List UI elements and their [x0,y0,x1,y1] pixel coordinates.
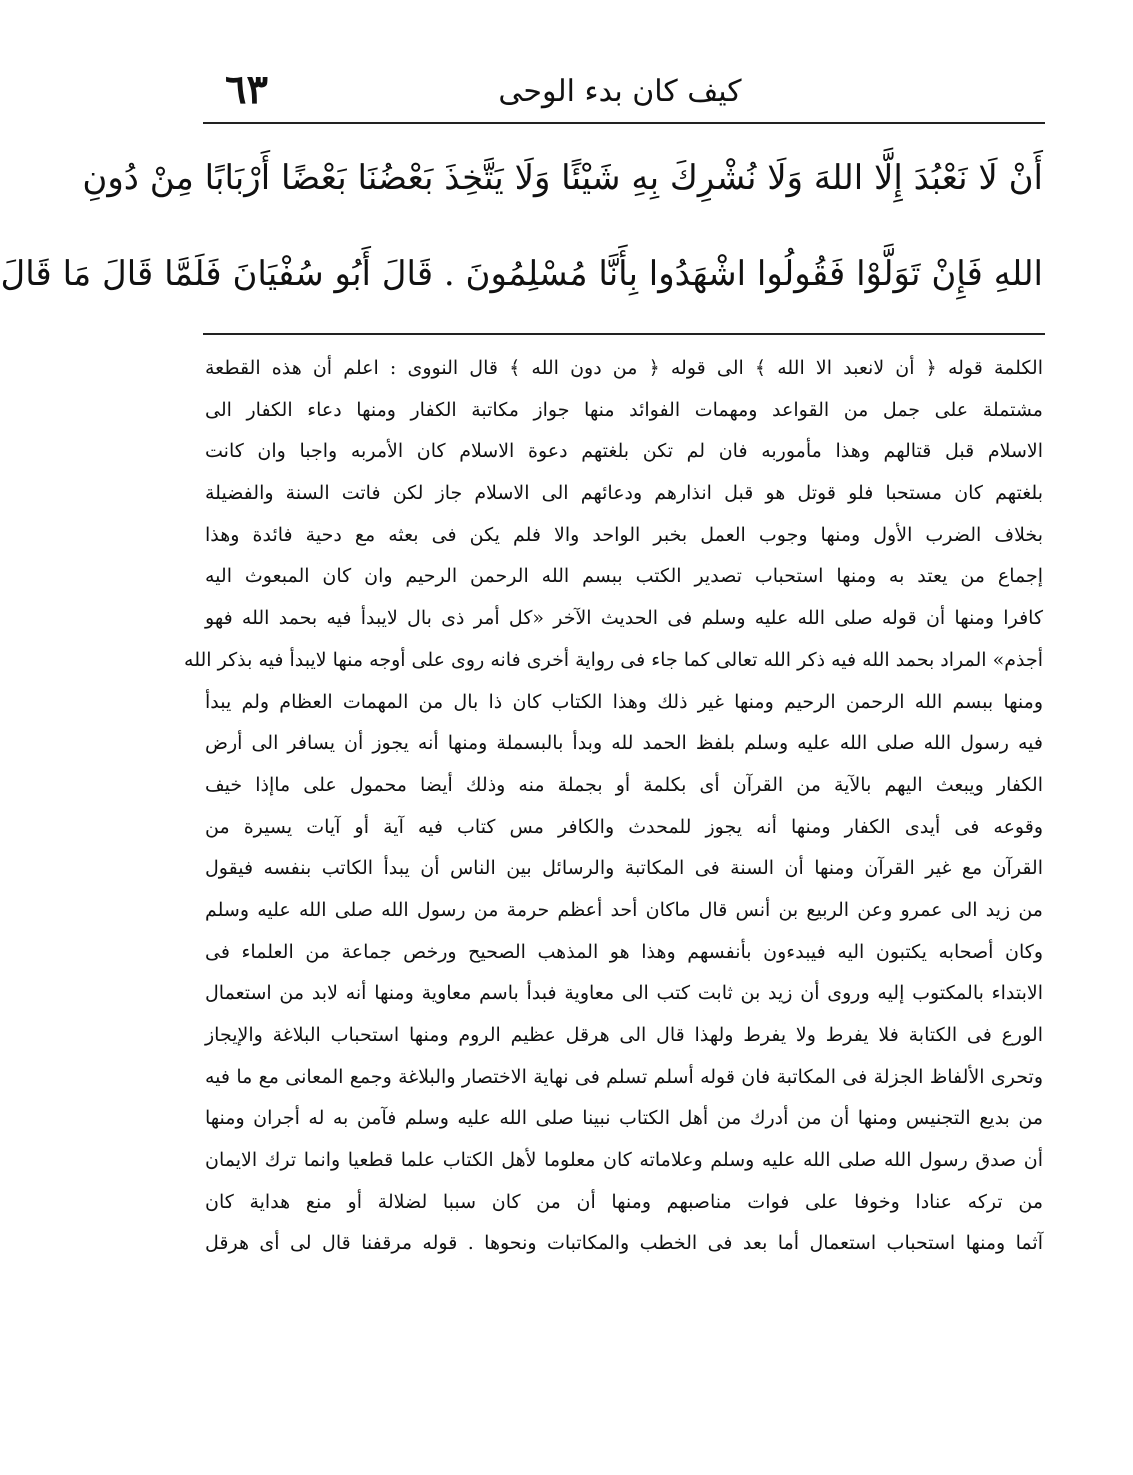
commentary-line: إجماع من يعتد به ومنها استحباب تصدير الكتب ببسم الله الرحمن الرحيم وان كان المبعوث اليه [205,565,1043,588]
commentary-line: الاسلام قبل قتالهم وهذا مأموربه فان لم تكن بلغتهم دعوة الاسلام كان الأمربه واجبا وان كانت [205,440,1043,463]
commentary-line: وتحرى الألفاظ الجزلة فى المكاتبة فان قوله أسلم تسلم فى نهاية الاختصار والبلاغة وجمع المعانى مع ما فيه [205,1065,1043,1088]
commentary-line: كافرا ومنها أن قوله صلى الله عليه وسلم فى الحديث الآخر «كل أمر ذى بال لايبدأ فيه بحمد الله فهو [205,607,1043,630]
commentary-line: مشتملة على جمل من القواعد ومهمات الفوائد منها جواز مكاتبة الكفار ومنها دعاء الكفار الى [205,398,1043,421]
commentary-line: بخلاف الضرب الأول ومنها وجوب العمل بخبر الواحد والا فلم يكن فى بعثه مع دحية فائدة وهذا [205,523,1043,546]
quran-line-2: اللهِ فَإِنْ تَوَلَّوْا فَقُولُوا اشْهَدُوا بِأَنَّا مُسْلِمُونَ . قَالَ أَبُو سُفْيَانَ فَلَمَّا قَالَ مَا قَالَ [0,254,1043,294]
commentary-line: من بديع التجنيس ومنها أن من أدرك من أهل الكتاب نبينا صلى الله عليه وسلم فآمن به له أجران ومنها [205,1107,1043,1130]
commentary-line: أجذم» المراد بحمد الله فيه ذكر الله تعالى كما جاء فى رواية أخرى فانه روى على أوجه منها لايبدأ فيه بذكر الله [184,648,1043,671]
quran-line-1: أَنْ لَا نَعْبُدَ إِلَّا اللهَ وَلَا نُشْرِكَ بِهِ شَيْئًا وَلَا يَتَّخِذَ بَعْضُنَا بَعْضًا أَرْبَابًا مِنْ دُونِ [82,158,1043,198]
commentary-line: من تركه عنادا وخوفا على فوات مناصبهم ومنها أن من كان سببا لضلالة أو منع هداية كان [205,1190,1043,1213]
header-divider [203,122,1045,124]
commentary-line: وقوعه فى أيدى الكفار ومنها أنه يجوز للمحدث والكافر مس كتاب فيه آية أو آيات يسيرة من [205,815,1043,838]
commentary-line: من زيد الى عمرو وعن الربيع بن أنس قال ماكان أحد أعظم حرمة من رسول الله صلى الله عليه وسلم [205,898,1043,921]
quran-text-block [0,130,1043,322]
commentary-line: ومنها ببسم الله الرحمن الرحيم ومنها غير ذلك وهذا الكتاب كان ذا بال من المهمات العظام ولم يبدأ [205,690,1044,713]
commentary-line: وكان أصحابه يكتبون اليه فيبدءون بأنفسهم وهذا هو المذهب الصحيح ورخص جماعة من العلماء فى [205,940,1043,963]
running-title: كيف كان بدء الوحى [498,74,742,109]
commentary-line: القرآن مع غير القرآن ومنها أن السنة فى المكاتبة والرسائل بين الناس أن يبدأ الكاتب بنفسه فيقول [205,857,1043,880]
commentary-line: الكفار ويبعث اليهم بالآية من القرآن أى بكلمة أو بجملة منه وذلك أيضا محمول على ماإذا خيف [205,773,1043,796]
commentary-line: بلغتهم كان مستحبا فلو قوتل هو قبل انذارهم ودعائهم الى الاسلام جاز لكن فاتت السنة والفضيلة [205,482,1043,505]
page-header [200,64,1040,124]
section-divider [203,333,1045,335]
commentary-line: الورع فى الكتابة فلا يفرط ولا يفرط ولهذا قال الى هرقل عظيم الروم ومنها استحباب البلاغة والإيجاز [205,1024,1043,1046]
commentary-line: الكلمة قوله ﴿ أن لانعبد الا الله ﴾ الى قوله ﴿ من دون الله ﴾ قال النووى : اعلم أن هذه القطعة [205,357,1043,379]
commentary-line: فيه رسول الله صلى الله عليه وسلم بلفظ الحمد لله وبدأ بالبسملة ومنها أنه يجوز أن يسافر الى أرض [205,732,1043,755]
commentary-block [184,348,1044,1265]
commentary-line: الابتداء بالمكتوب إليه وروى أن زيد بن ثابت كتب الى معاوية فبدأ باسم معاوية ومنها أنه لابد من استعمال [205,982,1043,1005]
commentary-line: أن صدق رسول الله صلى الله عليه وسلم وعلاماته كان معلوما لأهل الكتاب علما قطعيا وانما ترك الايمان [205,1149,1043,1172]
page-number: ٦٣ [225,66,268,113]
commentary-line: آثما ومنها استحباب استعمال أما بعد فى الخطب والمكاتبات ونحوها . قوله مرقفنا قال لى أى هرقل [205,1232,1043,1255]
